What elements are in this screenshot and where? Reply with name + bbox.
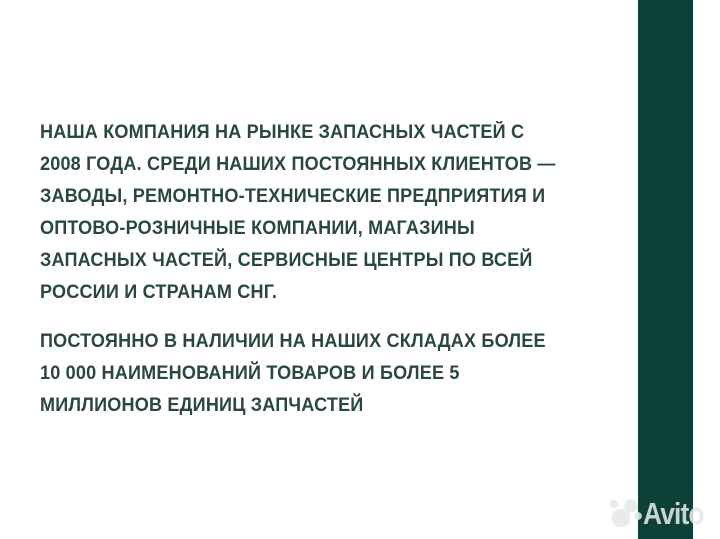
about-text bbox=[40, 117, 648, 422]
paragraph-stock-info bbox=[40, 326, 648, 422]
text-line: ЗАВОДЫ, РЕМОНТНО-ТЕХНИЧЕСКИЕ ПРЕДПРИЯТИЯ И bbox=[40, 186, 546, 207]
paragraph-company-history bbox=[40, 117, 648, 309]
text-line: ОПТОВО-РОЗНИЧНЫЕ КОМПАНИИ, МАГАЗИНЫ bbox=[40, 218, 475, 239]
text-line: ПОСТОЯННО В НАЛИЧИИ НА НАШИХ СКЛАДАХ БОЛЕЕ bbox=[40, 331, 546, 352]
text-line: 10 000 НАИМЕНОВАНИЙ ТОВАРОВ И БОЛЕЕ 5 bbox=[40, 363, 460, 384]
text-line: МИЛЛИОНОВ ЕДИНИЦ ЗАПЧАСТЕЙ bbox=[40, 395, 364, 416]
text-line: НАША КОМПАНИЯ НА РЫНКЕ ЗАПАСНЫХ ЧАСТЕЙ С bbox=[40, 122, 525, 143]
text-line: ЗАПАСНЫХ ЧАСТЕЙ, СЕРВИСНЫЕ ЦЕНТРЫ ПО ВСЕЙ bbox=[40, 250, 533, 271]
text-line: 2008 ГОДА. СРЕДИ НАШИХ ПОСТОЯННЫХ КЛИЕНТОВ — bbox=[40, 154, 556, 175]
avito-wordmark: Avito bbox=[643, 496, 704, 531]
text-line: РОССИИ И СТРАНАМ СНГ. bbox=[40, 282, 278, 303]
